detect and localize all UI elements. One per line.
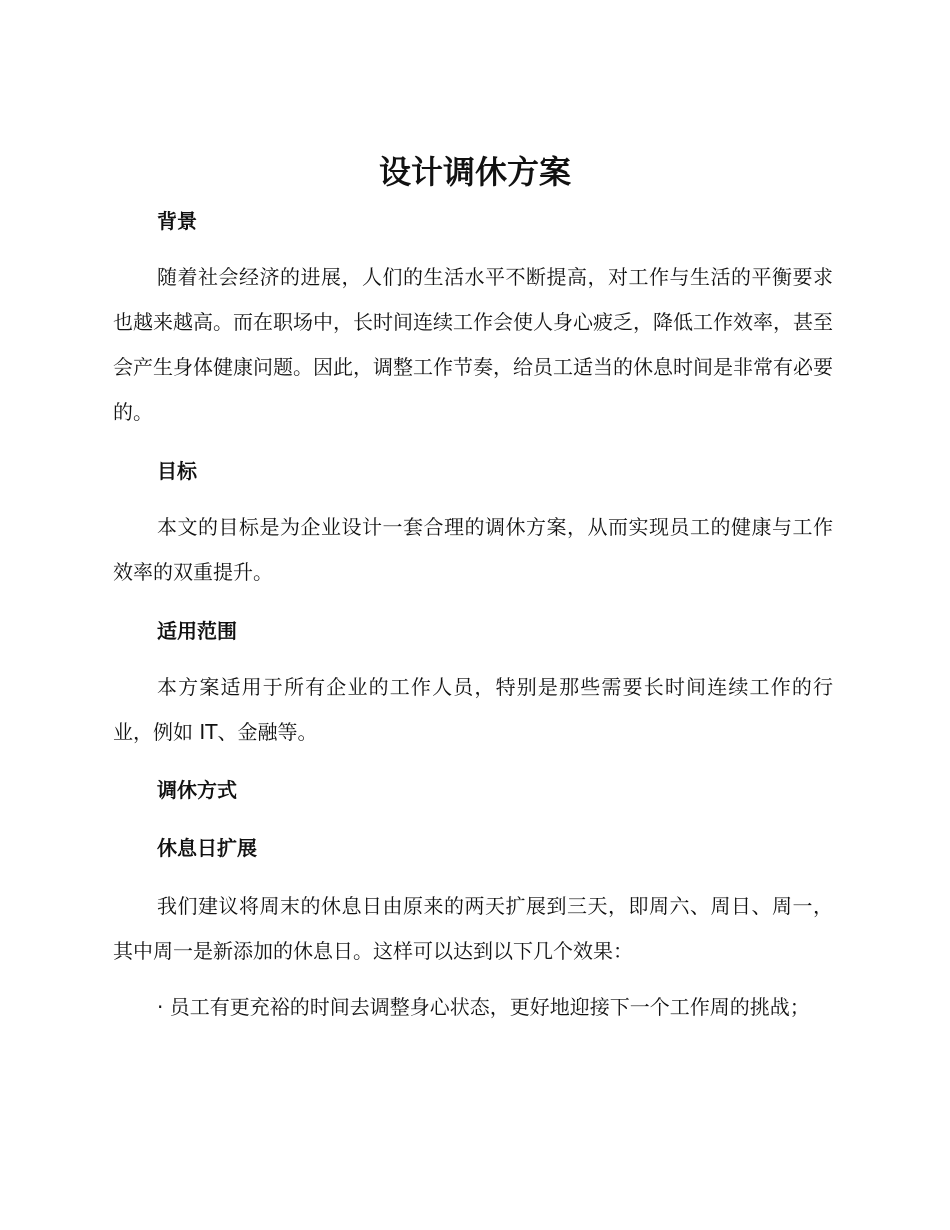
paragraph-goal: 本文的目标是为企业设计一套合理的调休方案，从而实现员工的健康与工作效率的双重提升。 bbox=[113, 515, 833, 584]
heading-goal: 目标 bbox=[157, 459, 197, 483]
heading-background: 背景 bbox=[157, 209, 197, 233]
paragraph-background: 随着社会经济的进展，人们的生活水平不断提高，对工作与生活的平衡要求也越来越高。而在职场中，长时间连续工作会使人身心疲乏，降低工作效率，甚至会产生身体健康问题。因此，调整工作节奏，给员工适当的休息时间是非常有必要的。 bbox=[113, 265, 833, 424]
heading-method: 调休方式 bbox=[157, 778, 237, 802]
heading-scope: 适用范围 bbox=[157, 619, 237, 643]
paragraph-scope: 本方案适用于所有企业的工作人员，特别是那些需要长时间连续工作的行业，例如 IT、金融等。 bbox=[113, 675, 833, 744]
document-title: 设计调休方案 bbox=[378, 153, 571, 191]
heading-rest-extension: 休息日扩展 bbox=[157, 836, 257, 860]
bullet-item: · 员工有更充裕的时间去调整身心状态，更好地迎接下一个工作周的挑战； bbox=[157, 995, 810, 1019]
paragraph-rest-extension: 我们建议将周末的休息日由原来的两天扩展到三天，即周六、周日、周一，其中周一是新添加的休息日。这样可以达到以下几个效果： bbox=[113, 894, 833, 963]
